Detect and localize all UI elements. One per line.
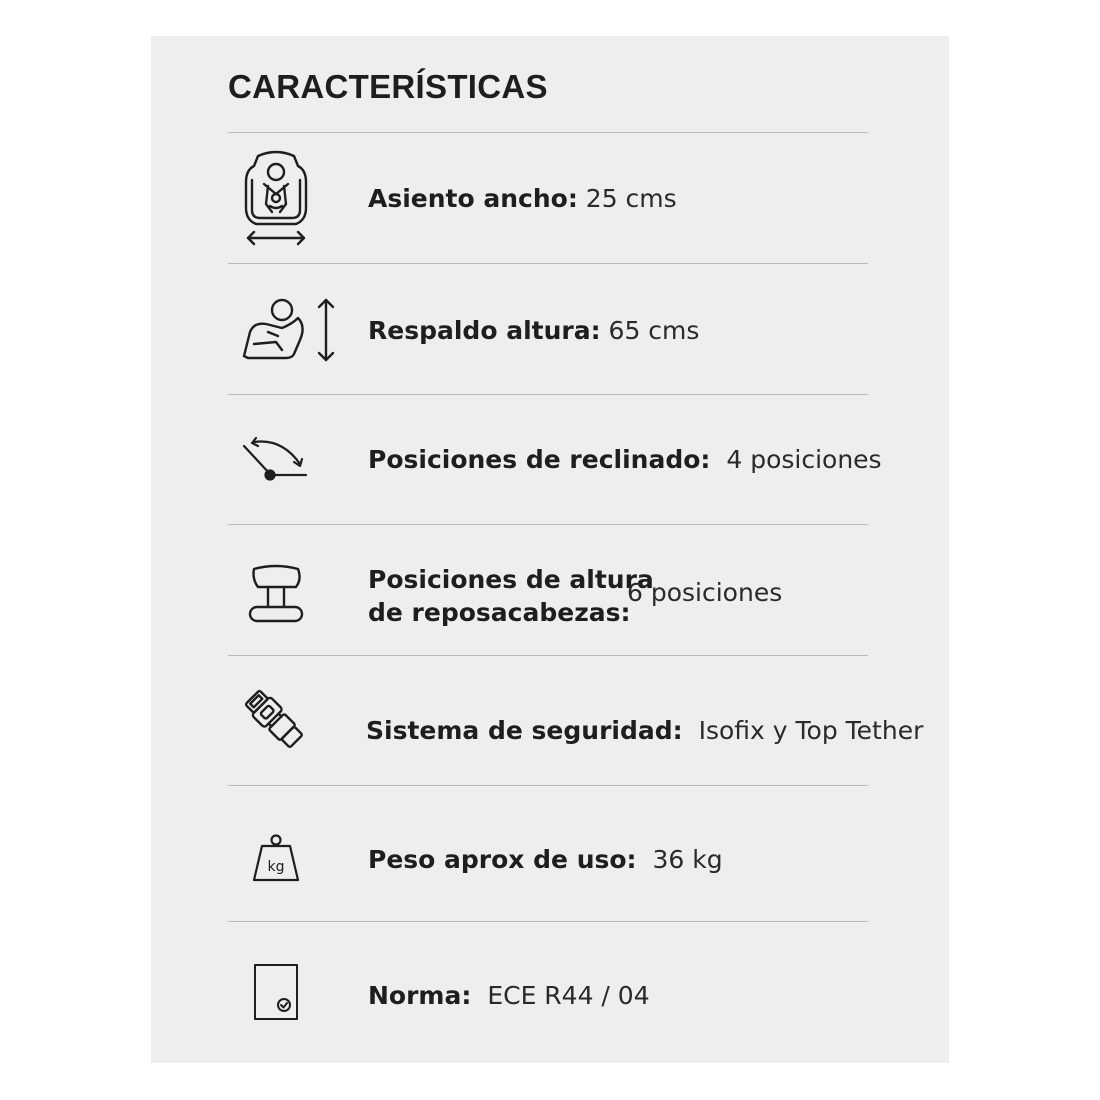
divider: [228, 524, 868, 525]
divider: [228, 785, 868, 786]
feature-label-line1: Posiciones de altura: [368, 565, 654, 594]
feature-value: ECE R44 / 04: [487, 981, 650, 1010]
divider: [228, 132, 868, 133]
feature-row-weight: [368, 845, 723, 874]
child-seat-width-icon: [236, 150, 316, 254]
recline-icon: [242, 436, 312, 486]
feature-label: Norma:: [368, 981, 472, 1010]
feature-label: Asiento ancho:: [368, 184, 578, 213]
feature-label: Respaldo altura:: [368, 316, 601, 345]
feature-value: Isofix y Top Tether: [698, 716, 924, 745]
feature-row-backrest-height: [368, 316, 699, 345]
feature-value: 6 posiciones: [627, 578, 783, 607]
feature-row-recline: [368, 445, 882, 474]
divider: [228, 394, 868, 395]
feature-row-safety-system: [366, 716, 923, 745]
headrest-icon: [248, 563, 306, 625]
feature-row-seat-width: [368, 184, 677, 213]
weight-icon-label: kg: [267, 859, 285, 875]
feature-label-line2: de reposacabezas:: [368, 598, 631, 627]
certificate-document-icon: [253, 963, 299, 1021]
feature-value: 25 cms: [585, 184, 677, 213]
divider: [228, 263, 868, 264]
backrest-height-icon: [240, 296, 340, 364]
weight-kg-icon: [250, 834, 302, 884]
feature-value: 36 kg: [652, 845, 723, 874]
seatbelt-buckle-icon: [246, 688, 304, 752]
feature-label: Sistema de seguridad:: [366, 716, 683, 745]
divider: [228, 655, 868, 656]
feature-value: 4 posiciones: [726, 445, 882, 474]
feature-row-norm: [368, 981, 650, 1010]
feature-label: Peso aprox de uso:: [368, 845, 637, 874]
feature-label: Posiciones de reclinado:: [368, 445, 711, 474]
page-title: CARACTERÍSTICAS: [228, 68, 548, 105]
feature-value: 65 cms: [608, 316, 700, 345]
divider: [228, 921, 868, 922]
feature-row-headrest-label: [368, 563, 654, 629]
